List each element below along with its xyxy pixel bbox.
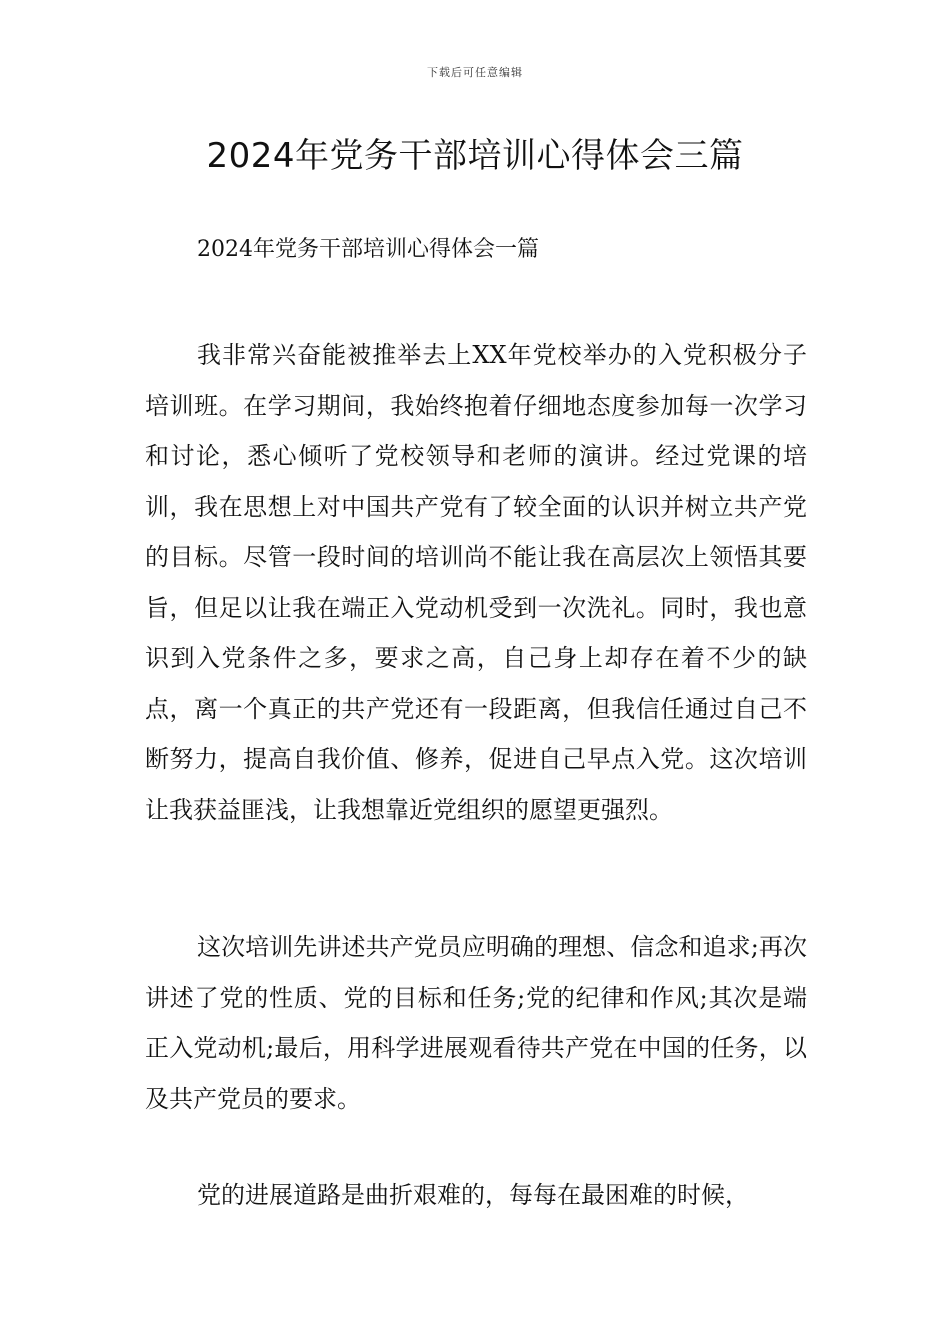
body-paragraph-1: 我非常兴奋能被推举去上XX年党校举办的入党积极分子培训班。在学习期间，我始终抱着仔细地态度参加每一次学习和讨论，悉心倾听了党校领导和老师的演讲。经过党课的培训，我在思想上对中国共产党有了较全面的认识并树立共产党的目标。尽管一段时间的培训尚不能让我在高层次上领悟其要旨，但足以让我在端正入党动机受到一次洗礼。同时，我也意识到入党条件之多，要求之高，自己身上却存在着不少的缺点，离一个真正的共产党还有一段距离，但我信任通过自己不断努力，提高自我价值、修养，促进自己早点入党。这次培训让我获益匪浅，让我想靠近党组织的愿望更强烈。 <box>145 341 807 824</box>
header-note: 下载后可任意编辑 <box>427 66 523 79</box>
document-title: 2024年党务干部培训心得体会三篇 <box>206 136 744 176</box>
body-paragraph-3: 党的进展道路是曲折艰难的，每每在最困难的时候， <box>197 1181 749 1209</box>
body-paragraph-2: 这次培训先讲述共产党员应明确的理想、信念和追求;再次讲述了党的性质、党的目标和任务;党的纪律和作风;其次是端正入党动机;最后，用科学进展观看待共产党在中国的任务，以及共产党员的要求。 <box>145 933 807 1113</box>
section-heading: 2024年党务干部培训心得体会一篇 <box>197 237 539 262</box>
